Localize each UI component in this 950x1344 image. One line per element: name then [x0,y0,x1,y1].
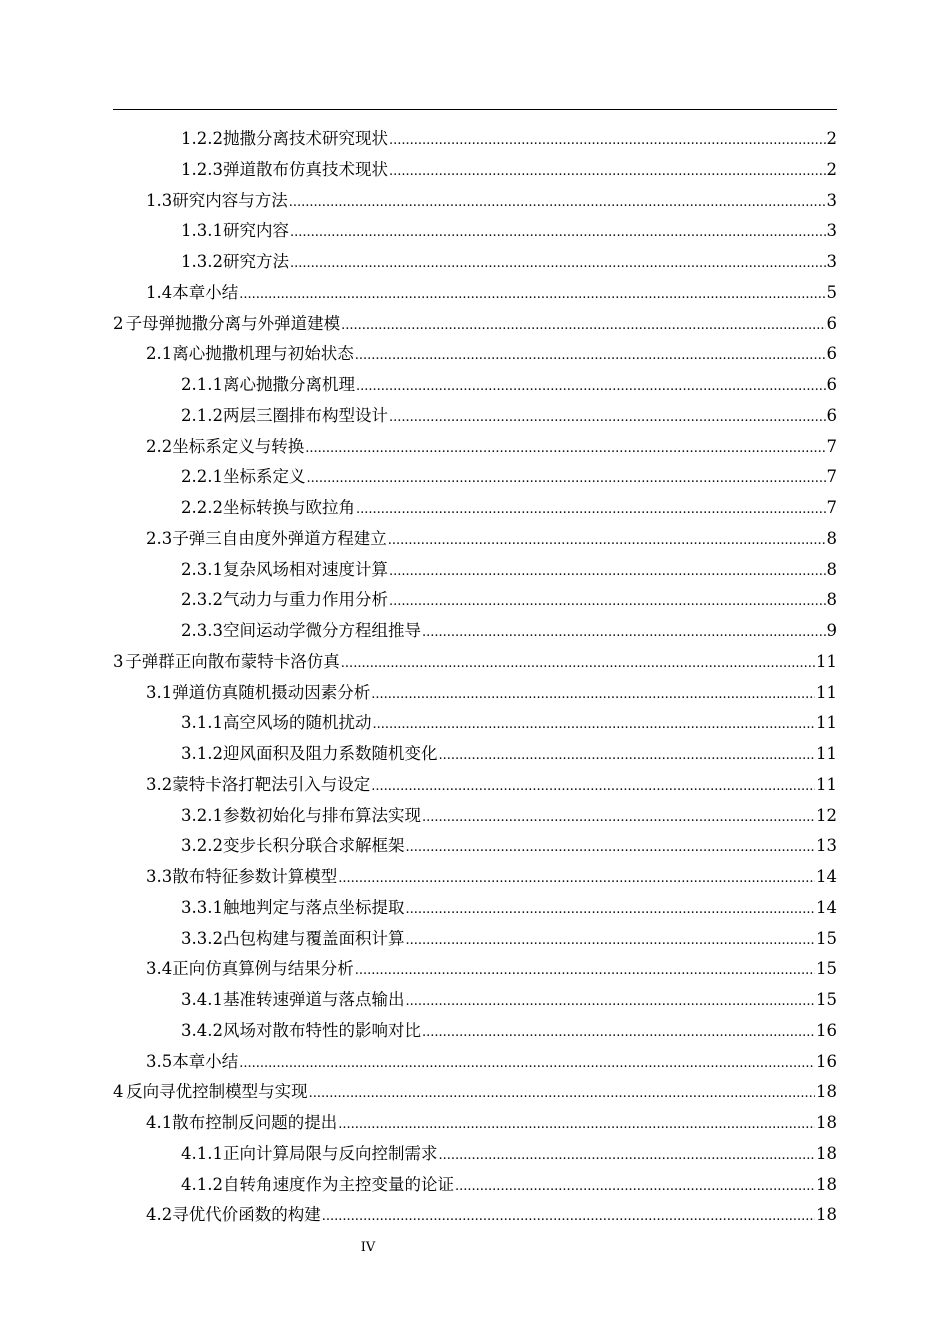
toc-dot-leader [389,126,826,156]
toc-entry-title: 两层三圈排布构型设计 [222,405,388,425]
toc-entry[interactable] [0,1047,837,1077]
toc-dot-leader [355,341,826,371]
toc-entry[interactable] [0,1077,837,1107]
toc-entry-page: 12 [816,805,837,825]
toc-entry-number: 3.4.1 [181,990,223,1009]
toc-dot-leader [422,618,826,648]
toc-dot-leader [389,403,826,433]
toc-entry-page: 8 [826,559,837,579]
toc-entry-number: 3.1.2 [181,744,223,763]
toc-entry-page: 6 [826,313,837,333]
toc-entry-page: 14 [816,897,837,917]
toc-dot-leader [405,833,815,863]
toc-entry-page: 7 [826,467,837,487]
toc-entry-title: 自转角速度作为主控变量的论证 [222,1174,454,1194]
toc-entry-page: 6 [826,375,837,394]
toc-entry-title: 弹道散布仿真技术现状 [222,159,388,179]
toc-dot-leader [389,157,826,187]
toc-entry-page: 18 [816,1174,837,1194]
toc-entry-number: 4.1.2 [181,1174,223,1194]
toc-entry-title: 高空风场的随机扰动 [222,713,372,733]
toc-entry[interactable] [0,432,837,462]
toc-dot-leader [305,434,825,464]
toc-entry[interactable] [0,309,837,339]
toc-entry-number: 3.2.1 [181,805,223,825]
toc-entry-page: 7 [826,436,837,456]
toc-dot-leader [239,1049,815,1079]
page-number-footer: IV [360,1240,376,1255]
toc-dot-leader [290,249,826,279]
toc-entry-page: 15 [816,928,837,948]
toc-entry[interactable] [0,555,837,585]
toc-entry-page: 11 [816,744,837,763]
toc-entry-page: 15 [816,959,837,979]
toc-entry-page: 13 [816,836,837,856]
toc-entry-title: 散布特征参数计算模型 [172,867,338,886]
toc-entry[interactable] [0,462,837,492]
toc-entry[interactable] [0,493,837,523]
toc-entry-title: 研究内容与方法 [172,190,288,210]
toc-entry-title: 子弹三自由度外弹道方程建立 [172,528,387,548]
toc-entry-title: 蒙特卡洛打靶法引入与设定 [172,774,371,794]
toc-dot-leader [341,311,825,341]
toc-entry[interactable] [0,801,837,831]
toc-entry[interactable] [0,954,837,984]
toc-dot-leader [341,649,815,679]
toc-entry-title: 正向计算局限与反向控制需求 [222,1143,438,1163]
toc-dot-leader [405,895,815,925]
toc-entry-number: 2 [113,313,124,333]
toc-dot-leader [389,557,826,587]
toc-entry-title: 坐标系定义 [222,467,306,487]
toc-entry-title: 气动力与重力作用分析 [222,590,388,610]
toc-entry-number: 4.2 [146,1205,173,1225]
toc-entry-title: 研究方法 [222,252,289,271]
toc-entry[interactable] [0,616,837,646]
toc-entry[interactable] [0,708,837,738]
toc-entry-number: 1.3.2 [181,252,223,271]
toc-entry[interactable] [0,1170,837,1200]
toc-entry[interactable] [0,678,837,708]
toc-entry-title: 复杂风场相对速度计算 [222,559,388,579]
toc-entry-number: 1.4 [146,282,173,302]
toc-entry-page: 18 [816,1113,837,1132]
toc-entry-number: 2.3 [146,528,173,548]
toc-entry-page: 11 [816,713,837,733]
toc-entry-page: 16 [816,1051,837,1071]
toc-entry[interactable] [0,124,837,154]
toc-entry-number: 2.2.1 [181,467,223,487]
toc-entry-page: 11 [816,651,837,671]
toc-entry-page: 15 [816,990,837,1009]
toc-entry-number: 1.3.1 [181,221,223,241]
toc-entry[interactable] [0,524,837,554]
toc-dot-leader [355,956,815,986]
toc-entry-title: 风场对散布特性的影响对比 [222,1020,421,1040]
toc-entry[interactable] [0,1139,837,1169]
toc-dot-leader [405,987,815,1017]
toc-entry-title: 研究内容 [222,221,289,241]
toc-entry-number: 3.3.2 [181,928,223,948]
toc-entry-page: 3 [826,252,837,271]
toc-dot-leader [309,1079,815,1109]
toc-entry-number: 3.1 [146,682,173,702]
toc-dot-leader [290,218,826,248]
toc-dot-leader [289,188,826,218]
toc-dot-leader [239,280,825,310]
toc-entry-number: 3.1.1 [181,713,223,733]
toc-entry-page: 18 [816,1082,837,1102]
toc-entry-number: 2.3.2 [181,590,223,610]
toc-entry-number: 3.5 [146,1051,173,1071]
toc-entry-number: 4 [113,1082,124,1102]
toc-dot-leader [371,680,815,710]
toc-entry-title: 基准转速弹道与落点输出 [222,990,405,1009]
toc-entry[interactable] [0,1108,837,1138]
toc-entry-number: 2.2 [146,436,173,456]
toc-entry-title: 本章小结 [172,1051,239,1071]
toc-entry[interactable] [0,831,837,861]
toc-entry-title: 触地判定与落点坐标提取 [222,897,405,917]
toc-entry[interactable] [0,739,837,769]
toc-entry-number: 3.4.2 [181,1020,223,1040]
toc-entry-title: 正向仿真算例与结果分析 [172,959,354,979]
toc-entry-title: 参数初始化与排布算法实现 [222,805,421,825]
toc-entry-title: 抛撒分离技术研究现状 [222,129,388,148]
toc-entry[interactable] [0,247,837,277]
toc-entry[interactable] [0,401,837,431]
toc-entry-title: 坐标系定义与转换 [172,436,305,456]
toc-entry-number: 2.3.3 [181,621,223,640]
header-rule [113,109,837,110]
toc-entry[interactable] [0,770,837,800]
toc-entry[interactable] [0,924,837,954]
toc-entry-title: 寻优代价函数的构建 [172,1205,321,1225]
toc-entry-title: 空间运动学微分方程组推导 [222,621,421,640]
toc-entry-number: 3.2 [146,774,173,794]
toc-entry-title: 本章小结 [172,282,239,302]
toc-entry[interactable] [0,862,837,892]
toc-dot-leader [322,1202,815,1232]
toc-dot-leader [338,864,815,894]
toc-entry-number: 1.2.2 [181,129,223,148]
toc-dot-leader [405,926,815,956]
toc-entry[interactable] [0,155,837,185]
toc-entry-page: 11 [816,774,837,794]
toc-entry-page: 2 [826,159,837,179]
toc-entry[interactable] [0,1200,837,1230]
toc-entry[interactable] [0,370,837,400]
toc-entry-page: 3 [826,190,837,210]
toc-dot-leader [372,710,815,740]
toc-entry[interactable] [0,216,837,246]
toc-entry-number: 3.3.1 [181,897,223,917]
toc-entry[interactable] [0,339,837,369]
toc-entry-page: 18 [816,1143,837,1163]
toc-dot-leader [338,1110,815,1140]
toc-entry[interactable] [0,278,837,308]
toc-entry-page: 7 [826,498,837,517]
toc-entry-page: 9 [826,621,837,640]
toc-entry[interactable] [0,1016,837,1046]
toc-entry-number: 2.2.2 [181,498,223,517]
toc-entry-title: 子母弹抛撒分离与外弹道建模 [125,313,341,333]
toc-entry-number: 3.4 [146,959,173,979]
toc-entry-title: 弹道仿真随机摄动因素分析 [172,682,371,702]
toc-entry-number: 2.3.1 [181,559,223,579]
toc-entry-page: 5 [826,282,837,302]
toc-entry-page: 3 [826,221,837,241]
toc-dot-leader [356,372,826,402]
toc-entry-page: 8 [826,528,837,548]
toc-dot-leader [371,772,815,802]
toc-dot-leader [388,526,826,556]
toc-dot-leader [306,464,825,494]
toc-entry-number: 1.2.3 [181,159,223,179]
toc-entry-number: 3.2.2 [181,836,223,856]
toc-entry[interactable] [0,893,837,923]
toc-entry-title: 子弹群正向散布蒙特卡洛仿真 [125,651,340,671]
toc-dot-leader [422,803,815,833]
toc-entry-number: 3 [113,651,124,671]
toc-entry[interactable] [0,585,837,615]
toc-entry-number: 2.1.1 [181,375,223,394]
toc-entry-page: 6 [826,344,837,364]
toc-entry-page: 11 [816,682,837,702]
toc-entry-title: 坐标转换与欧拉角 [222,498,355,517]
toc-entry-page: 8 [826,590,837,610]
toc-entry-title: 离心抛撒机理与初始状态 [172,344,354,364]
toc-entry-page: 2 [826,129,837,148]
toc-entry-number: 4.1 [146,1113,173,1132]
toc-entry-number: 2.1 [146,344,173,364]
toc-entry-title: 迎风面积及阻力系数随机变化 [222,744,438,763]
toc-entry-title: 变步长积分联合求解框架 [222,836,405,856]
toc-dot-leader [389,587,826,617]
toc-dot-leader [438,1141,815,1171]
toc-entry-title: 反向寻优控制模型与实现 [126,1082,308,1102]
toc-entry-page: 14 [816,867,837,886]
toc-entry-page: 6 [826,405,837,425]
toc-entry-page: 16 [816,1020,837,1040]
toc-entry-number: 3.3 [146,867,173,886]
toc-entry-page: 18 [816,1205,837,1225]
toc-entry-number: 1.3 [146,190,173,210]
toc-dot-leader [455,1172,815,1202]
toc-entry[interactable] [0,647,837,677]
toc-entry[interactable] [0,985,837,1015]
toc-entry-number: 2.1.2 [181,405,223,425]
toc-dot-leader [356,495,826,525]
toc-entry-title: 凸包构建与覆盖面积计算 [222,928,405,948]
toc-dot-leader [438,741,815,771]
toc-entry[interactable] [0,186,837,216]
toc-entry-title: 离心抛撒分离机理 [222,375,355,394]
toc-entry-number: 4.1.1 [181,1143,223,1163]
toc-dot-leader [422,1018,815,1048]
toc-entry-title: 散布控制反问题的提出 [172,1113,338,1132]
